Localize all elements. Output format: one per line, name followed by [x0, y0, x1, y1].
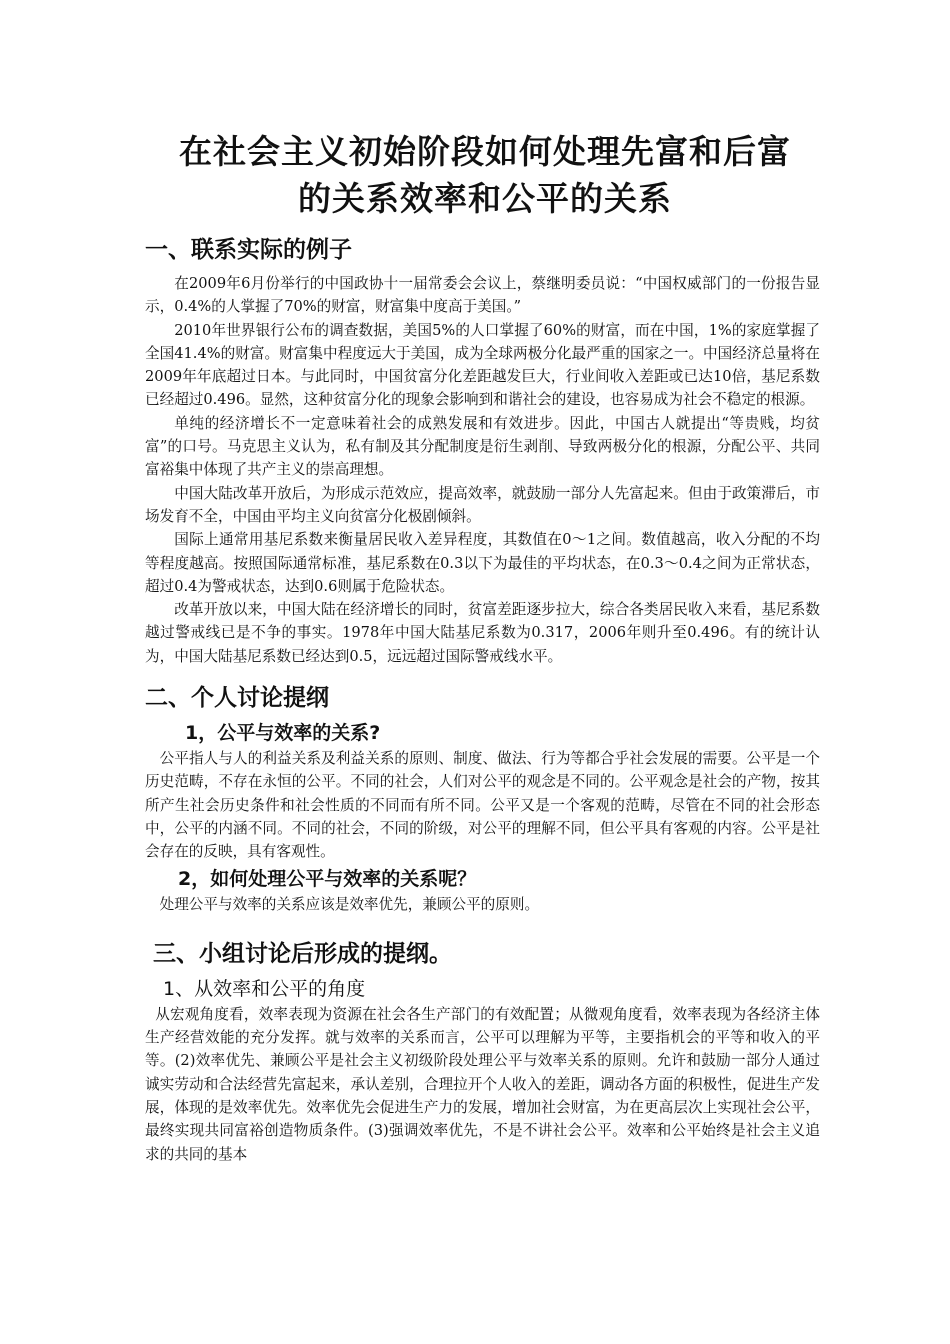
- section-1-paragraph-4: 中国大陆改革开放后，为形成示范效应，提高效率，就鼓励一部分人先富起来。但由于政策滞后，市场发育不全，中国由平均主义向贫富分化极剧倾斜。: [145, 484, 820, 525]
- section-3-subheading-1: 1、从效率和公平的角度: [163, 977, 366, 1000]
- section-3: [145, 938, 820, 1166]
- section-3-paragraph-1: 从宏观角度看，效率表现为资源在社会各生产部门的有效配置；从微观角度看，效率表现为各经济主体生产经营效能的充分发挥。就与效率的关系而言，公平可以理解为平等，主要指机会的平等和收入的平等。(2)效率优先、兼顾公平是社会主义初级阶段处理公平与效率关系的原则。允许和鼓励一部分人通过诚实劳动和合法经营先富起来，承认差别，合理拉开个人收入的差距，调动各方面的积极性，促进生产发展，体现的是效率优先。效率优先会促进生产力的发展，增加社会财富，为在更高层次上实现社会公平，最终实现共同富裕创造物质条件。(3)强调效率优先，不是不讲社会公平。效率和公平始终是社会主义追求的共同的基本: [145, 1005, 820, 1163]
- section-2: [145, 682, 820, 916]
- document-page: [145, 128, 820, 1166]
- section-1: [145, 234, 820, 668]
- section-1-paragraph-2: 2010年世界银行公布的调查数据，美国5%的人口掌握了60%的财富，而在中国，1%的家庭掌握了全国41.4%的财富。财富集中程度远大于美国，成为全球两极分化最严重的国家之一。中国经济总量将在2009年年底超过日本。与此同时，中国贫富分化差距越发巨大，行业间收入差距或已达10倍，基尼系数已经超过0.496。显然，这种贫富分化的现象会影响到和谐社会的建设，也容易成为社会不稳定的根源。: [145, 321, 820, 409]
- section-3-heading: 三、小组讨论后形成的提纲。: [153, 940, 452, 967]
- section-2-paragraph-2: 处理公平与效率的关系应该是效率优先，兼顾公平的原则。: [159, 895, 540, 913]
- document-title-line-2: 的关系效率和公平的关系: [298, 179, 672, 218]
- section-1-heading: 一、联系实际的例子: [145, 237, 352, 263]
- section-1-paragraph-1: 在2009年6月份举行的中国政协十一届常委会会议上，蔡继明委员说：“中国权威部门的一份报告显示，0.4%的人掌握了70%的财富，财富集中度高于美国。”: [145, 275, 820, 316]
- document-title-line-1: 在社会主义初始阶段如何处理先富和后富: [179, 132, 791, 171]
- section-2-subheading-1: 1，公平与效率的关系?: [185, 722, 381, 745]
- section-2-heading: 二、个人讨论提纲: [145, 685, 329, 712]
- section-2-subheading-2: 2，如何处理公平与效率的关系呢？: [178, 867, 477, 890]
- document-title: [135, 128, 835, 222]
- section-2-paragraph-1: 公平指人与人的利益关系及利益关系的原则、制度、做法、行为等都合乎社会发展的需要。公平是一个历史范畴，不存在永恒的公平。不同的社会，人们对公平的观念是不同的。公平观念是社会的产物，按其所产生社会历史条件和社会性质的不同而有所不同。公平又是一个客观的范畴，尽管在不同的社会形态中，公平的内涵不同。不同的社会，不同的阶级，对公平的理解不同，但公平具有客观的内容。公平是社会存在的反映，具有客观性。: [145, 750, 820, 861]
- section-1-paragraph-3: 单纯的经济增长不一定意味着社会的成熟发展和有效进步。因此，中国古人就提出“等贵贱，均贫富”的口号。马克思主义认为，私有制及其分配制度是衍生剥削、导致两极分化的根源，分配公平、共同富裕集中体现了共产主义的崇高理想。: [145, 414, 820, 479]
- section-1-paragraph-5: 国际上通常用基尼系数来衡量居民收入差异程度，其数值在0～1之间。数值越高，收入分配的不均等程度越高。按照国际通常标准，基尼系数在0.3以下为最佳的平均状态，在0.3～0.4之间为正常状态，超过0.4为警戒状态，达到0.6则属于危险状态。: [145, 531, 820, 595]
- section-1-paragraph-6: 改革开放以来，中国大陆在经济增长的同时，贫富差距逐步拉大，综合各类居民收入来看，基尼系数越过警戒线已是不争的事实。1978年中国大陆基尼系数为0.317，2006年则升至0.496。有的统计认为，中国大陆基尼系数已经达到0.5，远远超过国际警戒线水平。: [145, 601, 820, 665]
